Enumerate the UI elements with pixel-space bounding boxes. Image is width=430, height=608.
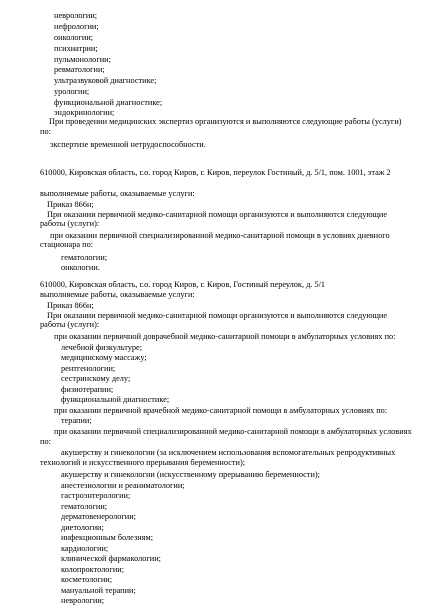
list-item: экспертизе временной нетрудоспособности. — [50, 140, 206, 150]
list-item: диетологии; — [61, 522, 104, 532]
list-item: онкологии. — [61, 263, 100, 273]
expertise-intro: При проведении медицинских экспертиз организуются и выполняются следующие работы (услуги) по: — [40, 117, 402, 136]
list-item: сестринскому делу; — [61, 374, 131, 384]
order-label: Приказ 866н; — [47, 300, 94, 310]
list-item: инфекционным болезням; — [61, 532, 154, 542]
list-item: нефрологии; — [54, 22, 99, 31]
list-item: гематологии; — [61, 501, 108, 511]
works-label: выполняемые работы, оказываемые услуги: — [40, 188, 195, 198]
order-label: Приказ 866н; — [47, 199, 94, 209]
list-item: акушерству и гинекологии (искусственному прерыванию беременности); — [61, 469, 320, 479]
list-item: кардиологии; — [61, 543, 109, 553]
list-item: ревматологии; — [54, 65, 105, 75]
list-item: колопроктологии; — [61, 564, 125, 574]
list-item: медицинскому массажу; — [61, 353, 147, 362]
list-item: дерматовенерологии; — [61, 511, 136, 521]
list-item: пульмонологии; — [54, 55, 111, 64]
specialized-care-heading: при оказании первичной специализированной медико-санитарной помощи в амбулаторных условиях по: — [40, 427, 412, 446]
list-item: урологии; — [54, 87, 90, 97]
list-item: акушерству и гинекологии (за исключением использования вспомогательных репродуктивных технологий и искусственного прерывания беременности); — [40, 448, 396, 467]
list-item: лечебной физкультуре; — [61, 342, 142, 352]
list-item: анестезиологии и реаниматологии; — [61, 480, 185, 490]
specialized-care-heading: при оказании первичной специализированной медико-санитарной помощи в условиях дневного стационара по: — [40, 231, 390, 250]
list-item: психиатрии; — [54, 44, 98, 53]
doctor-care-heading: при оказании первичной врачебной медико-санитарной помощи в амбулаторных условиях по: — [54, 406, 388, 416]
list-item: неврологии; — [54, 11, 98, 20]
address: 610000, Кировская область, г.о. город Киров, г. Киров, переулок Гостиный, д. 5/1, пом. 1001, этаж 2 — [40, 167, 391, 177]
list-item: эндокринологии; — [54, 108, 115, 118]
list-item: онкологии; — [54, 33, 94, 42]
list-item: функциональной диагностике; — [61, 395, 170, 405]
works-label: выполняемые работы, оказываемые услуги: — [40, 289, 195, 299]
list-item: клинической фармакологии; — [61, 553, 161, 563]
pmsp-intro: При оказании первичной медико-санитарной помощи организуются и выполняются следующие работы (услуги): — [40, 210, 388, 229]
list-item: неврологии; — [61, 596, 105, 605]
list-item: гематологии; — [61, 253, 108, 263]
list-item: терапии; — [61, 416, 92, 426]
list-item: косметологии; — [61, 574, 113, 584]
address: 610000, Кировская область, г.о. город Киров, г. Киров, Гостиный переулок, д. 5/1 — [40, 279, 326, 289]
list-item: мануальной терапии; — [61, 585, 136, 595]
predoctor-care-heading: при оказании первичной доврачебной медико-санитарной помощи в амбулаторных условиях по: — [54, 331, 396, 341]
list-item: гастроэнтерологии; — [61, 490, 131, 500]
list-item: функциональной диагностике; — [54, 98, 163, 108]
pmsp-intro: При оказании первичной медико-санитарной помощи организуются и выполняются следующие работы (услуги): — [40, 310, 388, 329]
list-item: физиотерапии; — [61, 385, 114, 395]
list-item: ультразвуковой диагностике; — [54, 76, 157, 86]
list-item: рентгенологии; — [61, 364, 116, 373]
